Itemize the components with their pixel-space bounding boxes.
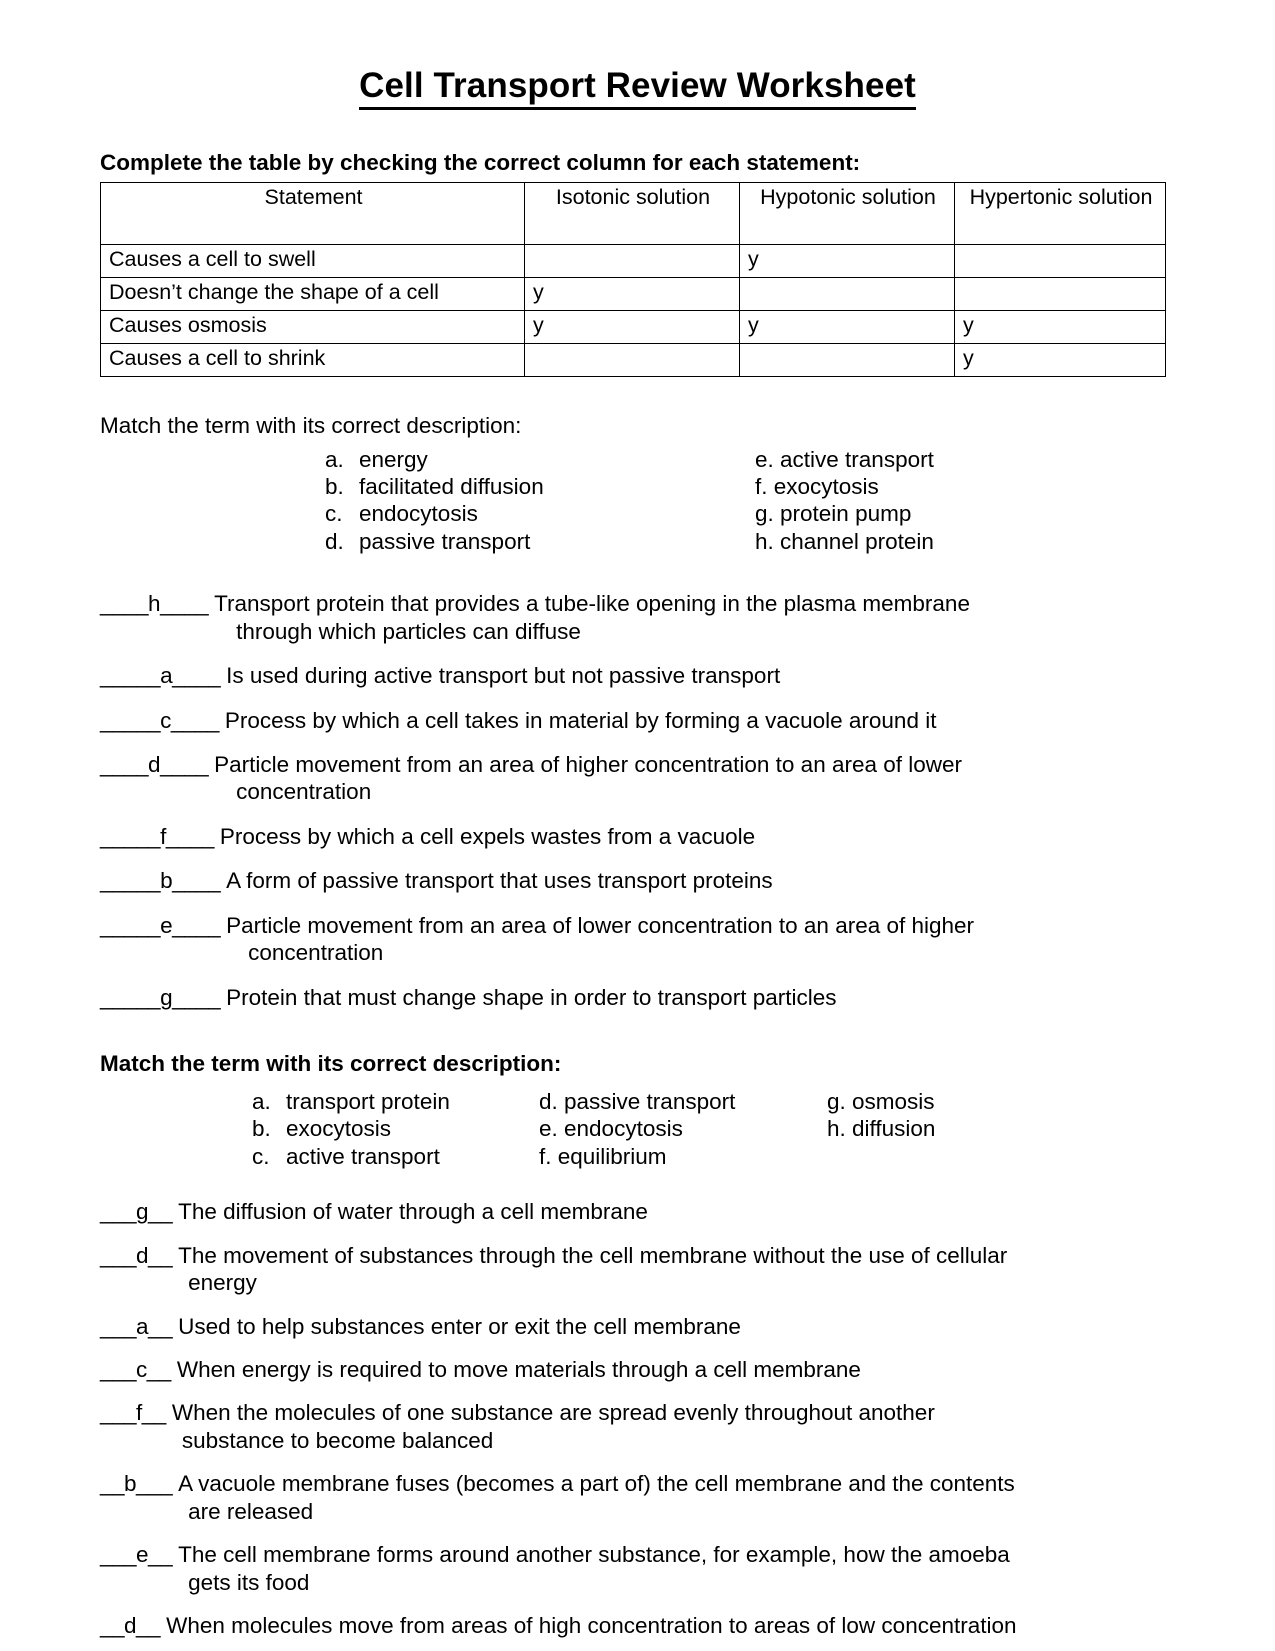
cell-isotonic[interactable] (525, 343, 740, 376)
table-row (101, 244, 1166, 277)
row-statement: Doesn’t change the shape of a cell (101, 277, 525, 310)
answer-line-2: through which particles can diffuse (236, 618, 581, 644)
term-item (325, 446, 755, 473)
answer-line-2: gets its food (188, 1569, 310, 1595)
answer-line-1: The diffusion of water through a cell membrane (178, 1199, 648, 1225)
term-item (252, 1088, 539, 1115)
term-text: passive transport (359, 528, 531, 554)
answer-line-2: substance to become balanced (181, 1427, 494, 1453)
term-row (100, 500, 1175, 527)
answer-line-2: concentration (236, 779, 372, 805)
answer-text (220, 984, 836, 1011)
row-statement: Causes a cell to shrink (101, 343, 525, 376)
cell-isotonic[interactable]: y (525, 277, 740, 310)
term-text: transport protein (286, 1088, 450, 1114)
term-row (100, 1115, 1175, 1142)
answer-blank[interactable]: _____b____ (100, 868, 221, 894)
match-2-answers (100, 1170, 1175, 1639)
cell-hypotonic[interactable] (740, 277, 955, 310)
answer-text (220, 867, 773, 894)
answer-item (100, 967, 1175, 1011)
match-1-instruction: Match the term with its correct description: (100, 412, 522, 438)
answer-text (214, 823, 755, 850)
answer-line-1: The cell membrane forms around another substance, for example, how the amoeba (178, 1542, 1010, 1568)
answer-line-1: Particle movement from an area of lower concentration to an area of higher (226, 912, 975, 938)
answer-blank[interactable]: __b___ (100, 1471, 173, 1497)
answer-text (208, 590, 970, 645)
answer-text (172, 1541, 1010, 1596)
answer-line-1: Protein that must change shape in order to transport particles (226, 984, 837, 1010)
cell-isotonic[interactable]: y (525, 310, 740, 343)
term-item: h. channel protein (755, 528, 934, 554)
term-label: d. (325, 528, 344, 554)
answer-item (100, 734, 1175, 806)
match-1-answers (100, 555, 1175, 1011)
term-label: b. (325, 473, 344, 499)
term-row (100, 1088, 1175, 1115)
answer-line-1: A vacuole membrane fuses (becomes a part of) the cell membrane and the contents (178, 1471, 1015, 1497)
answer-text (171, 1356, 861, 1383)
answer-item (100, 690, 1175, 734)
answer-item (100, 895, 1175, 967)
answer-blank[interactable]: ___f__ (100, 1400, 166, 1426)
answer-text (208, 751, 962, 806)
match-section-1 (100, 377, 1175, 1011)
term-text: facilitated diffusion (359, 473, 544, 499)
worksheet-content (0, 110, 1275, 1640)
page-title (0, 0, 1275, 110)
term-row (100, 446, 1175, 473)
answer-line-1: Particle movement from an area of higher concentration to an area of lower (214, 752, 963, 777)
answer-line-1: Transport protein that provides a tube-like opening in the plasma membrane (214, 591, 970, 617)
row-statement: Causes osmosis (101, 310, 525, 343)
term-row (100, 473, 1175, 500)
cell-transport-table (100, 182, 1166, 377)
answer-text (172, 1470, 1015, 1525)
column-header-isotonic: Isotonic solution (525, 182, 740, 244)
term-label: a. (325, 446, 344, 472)
answer-blank[interactable]: ___a__ (100, 1313, 173, 1339)
answer-line-1: When molecules move from areas of high concentration to areas of low concentration (166, 1613, 1017, 1639)
answer-text (172, 1313, 741, 1340)
answer-blank[interactable]: _____f____ (100, 823, 214, 849)
term-item (325, 528, 755, 555)
cell-hypotonic[interactable] (740, 343, 955, 376)
answer-blank[interactable]: ___g__ (100, 1199, 173, 1225)
table-row (101, 343, 1166, 376)
answer-text (172, 1242, 1007, 1297)
table-row (101, 277, 1166, 310)
page-title-text: Cell Transport Review Worksheet (359, 68, 916, 110)
answer-item (100, 1182, 1175, 1225)
cell-hypertonic[interactable] (955, 244, 1166, 277)
answer-item (100, 645, 1175, 689)
term-item: f. exocytosis (755, 473, 879, 499)
answer-line-1: The movement of substances through the cell membrane without the use of cellular (178, 1242, 1008, 1268)
term-item (252, 1143, 539, 1170)
cell-hypotonic[interactable]: y (740, 244, 955, 277)
term-label: b. (252, 1116, 271, 1142)
answer-line-1: When the molecules of one substance are spread evenly throughout another (171, 1400, 935, 1426)
answer-item (100, 1226, 1175, 1297)
answer-text (219, 707, 937, 734)
term-item (325, 500, 755, 527)
answer-line-1: Is used during active transport but not passive transport (226, 663, 781, 689)
match-2-instruction: Match the term with its correct description: (100, 1051, 562, 1077)
cell-hypertonic[interactable]: y (955, 310, 1166, 343)
term-item: g. protein pump (755, 501, 912, 527)
term-item: d. passive transport (539, 1088, 736, 1114)
answer-item (100, 573, 1175, 645)
answer-blank[interactable]: _____c____ (100, 707, 219, 733)
answer-blank[interactable]: __d__ (100, 1613, 161, 1639)
cell-hypertonic[interactable]: y (955, 343, 1166, 376)
answer-line-2: energy (188, 1270, 257, 1296)
cell-isotonic[interactable] (525, 244, 740, 277)
answer-text (220, 912, 974, 967)
cell-hypotonic[interactable]: y (740, 310, 955, 343)
answer-item (100, 806, 1175, 850)
term-label: c. (325, 501, 343, 527)
term-label: c. (252, 1143, 270, 1169)
column-header-hypertonic: Hypertonic solution (955, 182, 1166, 244)
column-header-statement: Statement (101, 182, 525, 244)
answer-line-1: When energy is required to move materials through a cell membrane (176, 1357, 861, 1382)
answer-line-1: Process by which a cell takes in material by forming a vacuole around it (224, 707, 937, 733)
answer-text (160, 1612, 1016, 1639)
term-item: g. osmosis (827, 1088, 935, 1114)
row-statement: Causes a cell to swell (101, 244, 525, 277)
answer-text (172, 1198, 648, 1225)
column-header-hypotonic: Hypotonic solution (740, 182, 955, 244)
term-item (325, 473, 755, 500)
answer-blank[interactable]: ____h____ (100, 591, 209, 617)
answer-item (100, 850, 1175, 894)
match-2-term-list (100, 1083, 1175, 1170)
term-item: e. endocytosis (539, 1116, 683, 1142)
cell-hypertonic[interactable] (955, 277, 1166, 310)
term-row (100, 528, 1175, 555)
answer-blank[interactable]: _____e____ (100, 912, 221, 938)
term-text: active transport (286, 1143, 440, 1169)
answer-text (220, 662, 780, 689)
answer-blank[interactable]: ___d__ (100, 1242, 173, 1268)
term-label: a. (252, 1088, 271, 1114)
answer-item (100, 1340, 1175, 1383)
table-instruction: Complete the table by checking the correct column for each statement: (100, 149, 861, 175)
term-text: endocytosis (359, 501, 478, 527)
answer-item (100, 1454, 1175, 1525)
match-section-2 (100, 1011, 1175, 1639)
term-item: e. active transport (755, 446, 934, 472)
table-header-row (101, 182, 1166, 244)
answer-item (100, 1383, 1175, 1454)
answer-line-2: are released (188, 1498, 314, 1524)
term-text: energy (359, 446, 428, 472)
term-item: h. diffusion (827, 1116, 936, 1142)
table-row (101, 310, 1166, 343)
match-1-term-list (100, 439, 1175, 556)
answer-blank[interactable]: ___e__ (100, 1542, 173, 1568)
term-item: f. equilibrium (539, 1143, 667, 1169)
answer-blank[interactable]: _____a____ (100, 663, 221, 689)
answer-blank[interactable]: _____g____ (100, 984, 221, 1010)
answer-line-1: Process by which a cell expels wastes from a vacuole (219, 823, 756, 849)
answer-line-1: Used to help substances enter or exit the cell membrane (178, 1313, 741, 1339)
term-text: exocytosis (286, 1116, 392, 1142)
answer-item (100, 1525, 1175, 1596)
term-row (100, 1143, 1175, 1170)
answer-item (100, 1596, 1175, 1639)
answer-line-2: concentration (248, 940, 384, 966)
answer-text (166, 1399, 935, 1454)
answer-blank[interactable]: ____d____ (100, 752, 209, 777)
answer-item (100, 1297, 1175, 1340)
answer-line-1: A form of passive transport that uses transport proteins (226, 868, 773, 894)
answer-blank[interactable]: ___c__ (100, 1357, 171, 1382)
term-item (252, 1115, 539, 1142)
